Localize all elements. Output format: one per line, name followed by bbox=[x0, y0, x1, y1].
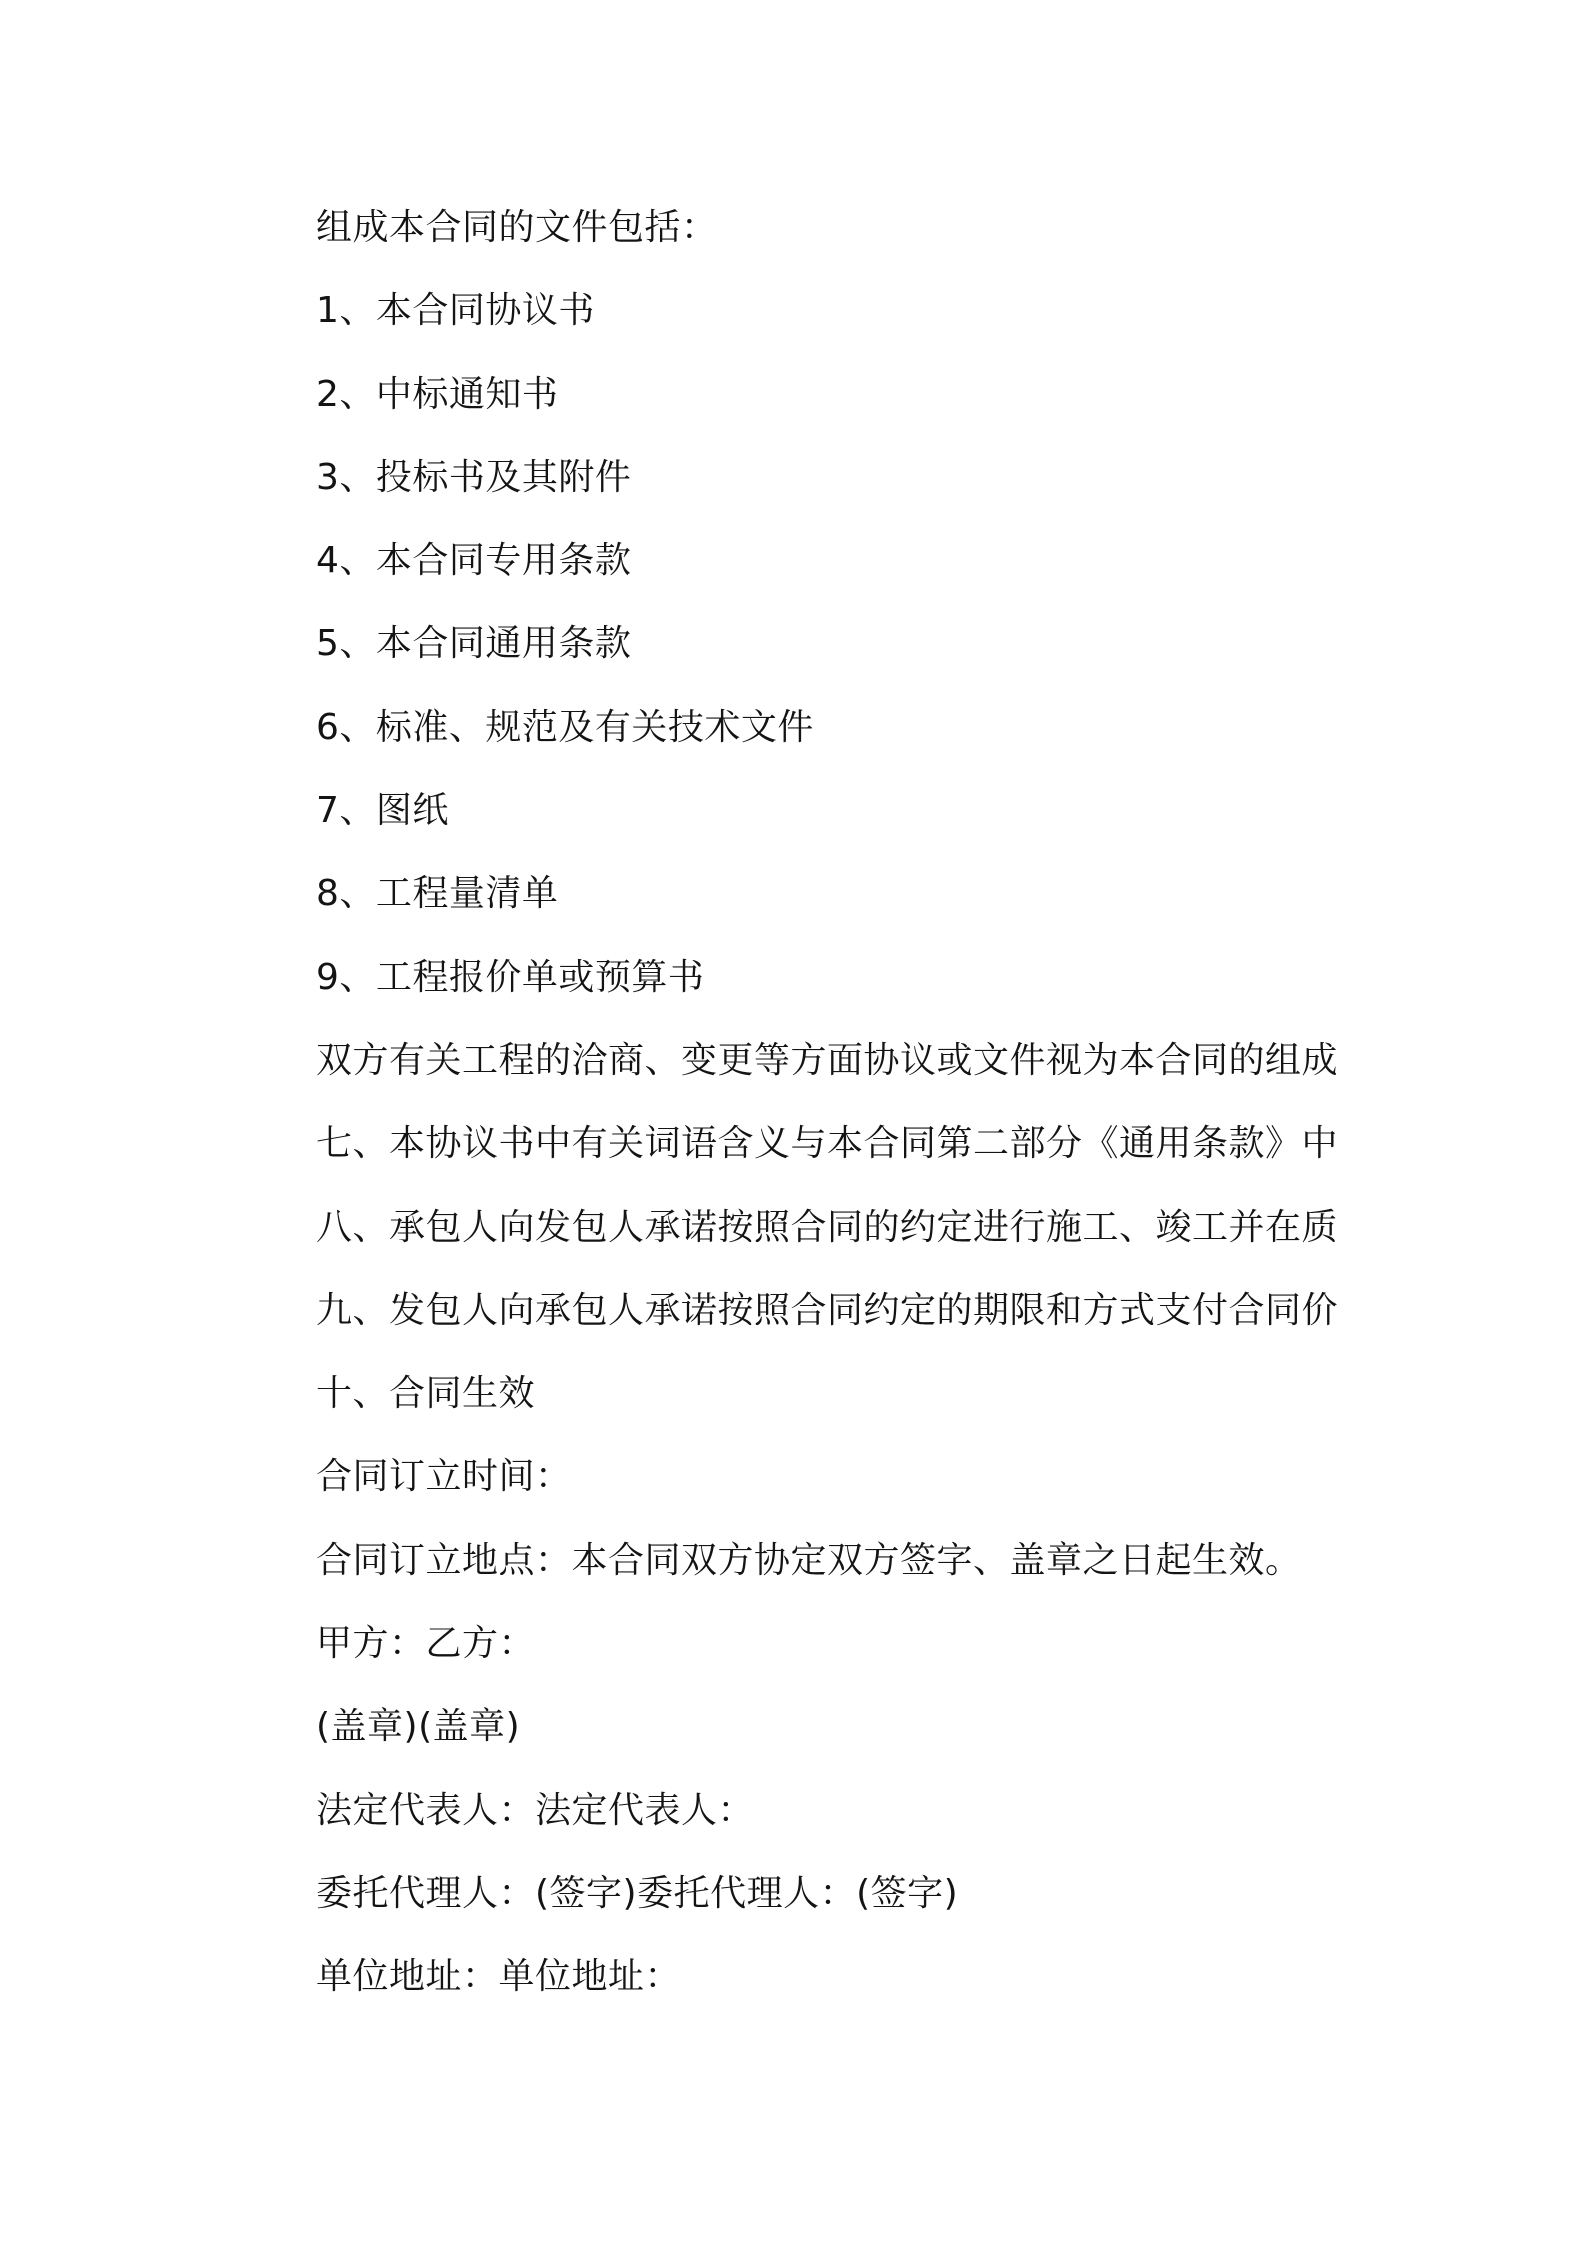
address-line: 单位地址：单位地址： bbox=[316, 1956, 682, 1998]
paragraph-line: 双方有关工程的洽商、变更等方面协议或文件视为本合同的组成 bbox=[316, 1039, 1339, 1081]
clause-ten: 十、合同生效 bbox=[316, 1373, 536, 1415]
list-item: 2、中标通知书 bbox=[316, 373, 559, 415]
list-item: 4、本合同专用条款 bbox=[316, 540, 632, 582]
list-item: 3、投标书及其附件 bbox=[316, 456, 632, 498]
legal-representative-line: 法定代表人：法定代表人： bbox=[316, 1789, 755, 1831]
signing-place: 合同订立地点：本合同双方协定双方签字、盖章之日起生效。 bbox=[316, 1539, 1302, 1581]
list-item: 6、标准、规范及有关技术文件 bbox=[316, 706, 814, 748]
parties-line: 甲方：乙方： bbox=[316, 1623, 536, 1665]
list-item: 8、工程量清单 bbox=[316, 873, 559, 915]
seal-line: (盖章)(盖章) bbox=[316, 1706, 521, 1748]
list-item: 1、本合同协议书 bbox=[316, 290, 595, 332]
list-item: 5、本合同通用条款 bbox=[316, 623, 632, 665]
authorized-agent-line: 委托代理人：(签字)委托代理人：(签字) bbox=[316, 1872, 959, 1914]
clause-nine: 九、发包人向承包人承诺按照合同约定的期限和方式支付合同价 bbox=[316, 1289, 1339, 1331]
signing-time: 合同订立时间： bbox=[316, 1456, 572, 1498]
document-body bbox=[316, 200, 1356, 2033]
intro-line: 组成本合同的文件包括： bbox=[316, 207, 718, 248]
clause-seven: 七、本协议书中有关词语含义与本合同第二部分《通用条款》中 bbox=[316, 1123, 1339, 1165]
list-item: 7、图纸 bbox=[316, 790, 449, 832]
clause-eight: 八、承包人向发包人承诺按照合同的约定进行施工、竣工并在质 bbox=[316, 1206, 1339, 1248]
list-item: 9、工程报价单或预算书 bbox=[316, 956, 705, 998]
